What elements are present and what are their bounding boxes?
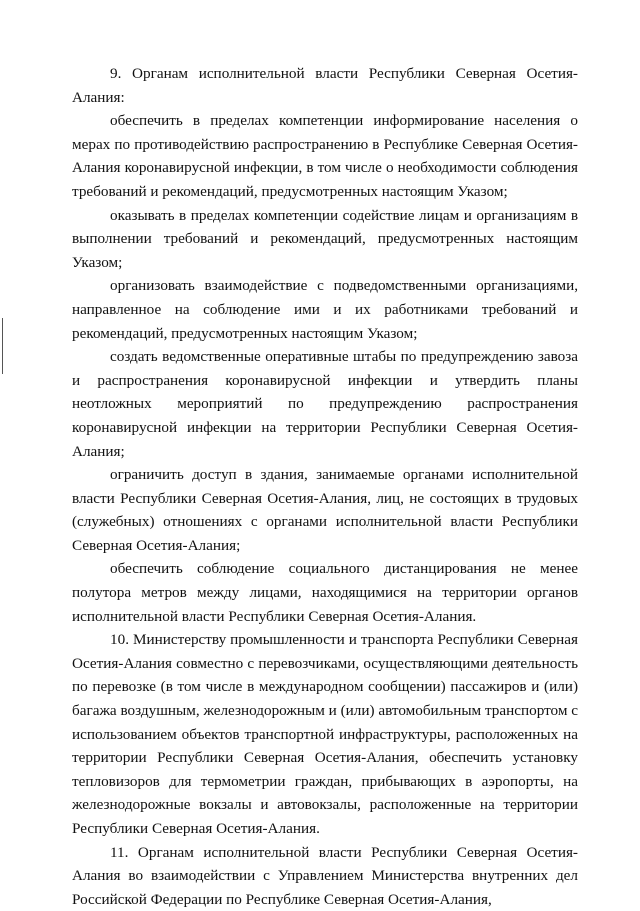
paragraph-organize-cooperation: организовать взаимодействие с подведомственными организациями, направленное на соблюдение ими и их работниками требований и рекомендаций, предусмотренных настоящим Указом;: [72, 277, 578, 342]
paragraph-create-headquarters: создать ведомственные оперативные штабы по предупреждению завоза и распространения коронавирусной инфекции и утвердить планы неотложных мероприятий по предупреждению распространения коронавирусной инфекции на территории Республики Северная Осетия-Алания;: [72, 348, 578, 460]
document-body: [72, 62, 578, 911]
paragraph-inform-population: обеспечить в пределах компетенции информирование населения о мерах по противодействию распространению в Республике Северная Осетия-Алания коронавирусной инфекции, в том числе о необходимости соблюдения требований и рекомендаций, предусмотренных настоящим Указом;: [72, 112, 578, 200]
paragraph-social-distancing: обеспечить соблюдение социального дистанцирования не менее полутора метров между лицами, находящимися на территории органов исполнительной власти Республики Северная Осетия-Алания.: [72, 560, 578, 625]
paragraph-assist-persons: оказывать в пределах компетенции содействие лицам и организациям в выполнении требований и рекомендаций, предусмотренных настоящим Указом;: [72, 206, 578, 271]
scan-edge-mark: [2, 318, 3, 374]
paragraph-11-interior: 11. Органам исполнительной власти Республики Северная Осетия-Алания во взаимодействии с Управлением Министерства внутренних дел Российской Федерации по Республике Северная Осетия-Алания,: [72, 843, 578, 908]
paragraph-9-heading: 9. Органам исполнительной власти Республики Северная Осетия-Алания:: [72, 65, 578, 106]
paragraph-restrict-access: ограничить доступ в здания, занимаемые органами исполнительной власти Республики Северная Осетия-Алания, лиц, не состоящих в трудовых (служебных) отношениях с органами исполнительной власти Республики Северная Осетия-Алания;: [72, 466, 578, 554]
paragraph-10-transport: 10. Министерству промышленности и транспорта Республики Северная Осетия-Алания совместно с перевозчиками, осуществляющими деятельность по перевозке (в том числе в международном сообщении) пассажиров и (или) багажа воздушным, железнодорожным и (или) автомобильным транспортом с использованием объектов транспортной инфраструктуры, расположенных на территории Республики Северная Осетия-Алания, обеспечить установку тепловизоров для термометрии граждан, прибывающих в аэропорты, на железнодорожные вокзалы и автовокзалы, расположенные на территории Республики Северная Осетия-Алания.: [72, 631, 578, 837]
